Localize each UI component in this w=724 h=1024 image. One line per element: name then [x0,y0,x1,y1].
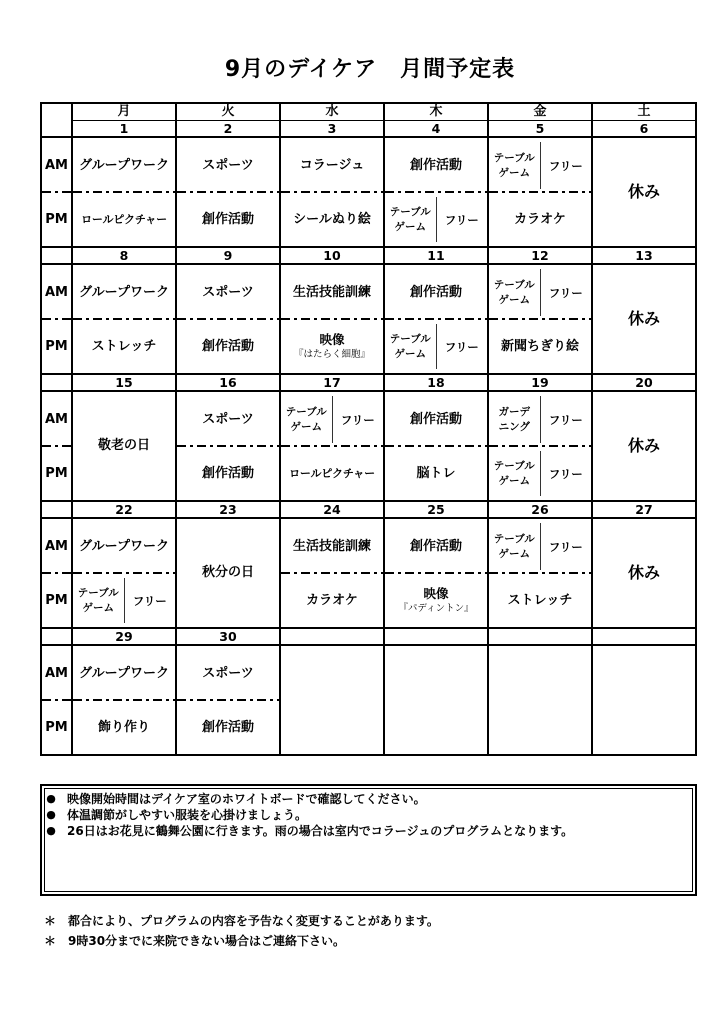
empty-cell [281,646,385,756]
activity-pm-cell: 脳トレ [385,447,489,502]
activity-pm-cell: 飾り作り [73,701,177,756]
split-right: フリー [548,158,583,173]
weekday-header-tue: 火 [177,104,281,121]
activity-am-cell [489,138,593,193]
split-right: フリー [444,212,479,227]
date-cell: 1 [73,121,177,138]
date-cell: 13 [593,248,697,265]
holiday-cell: 秋分の日 [177,519,281,629]
split-left-line: ゲーム [498,293,530,306]
split-left [489,451,541,496]
date-cell: 22 [73,502,177,519]
split-left-line: テーブル [493,459,535,472]
date-cell: 11 [385,248,489,265]
period-label-am: AM [42,265,73,320]
day-off-cell: 休み [593,138,697,248]
split-left-line: テーブル [493,151,535,164]
split-right: フリー [548,539,583,554]
corner-cell [42,104,73,138]
activity-am-cell: コラージュ [281,138,385,193]
activity-am-cell: 創作活動 [385,265,489,320]
period-label-am: AM [42,138,73,193]
day-off-cell: 休み [593,265,697,375]
date-cell: 18 [385,375,489,392]
activity-am-cell: 生活技能訓練 [281,265,385,320]
note-text: 26日はお花見に鶴舞公園に行きます。雨の場合は室内でコラージュのプログラムとなります。 [67,824,574,838]
label-date-cell [42,248,73,265]
activity-am-cell: スポーツ [177,646,281,701]
weekday-header-mon: 月 [73,104,177,121]
activity-am-cell: スポーツ [177,138,281,193]
note-text: 映像開始時間はデイケア室のホワイトボードで確認してください。 [67,792,426,806]
note-text: 体温調節がしやすい服装を心掛けましょう。 [67,808,308,822]
split-right: フリー [132,593,167,608]
split-left-line: ガーデ [498,405,530,418]
period-label-am: AM [42,392,73,447]
video-title: 映像 [423,586,449,601]
activity-am-cell: グループワーク [73,646,177,701]
activity-pm-cell [73,574,177,629]
date-cell: 17 [281,375,385,392]
label-date-cell [42,629,73,646]
split-right: フリー [548,466,583,481]
schedule-table [40,102,697,756]
period-label-am: AM [42,519,73,574]
split-activity [73,574,175,627]
split-activity [281,392,383,447]
empty-cell [385,646,489,756]
activity-am-cell [489,265,593,320]
period-label-pm: PM [42,320,73,375]
date-cell: 5 [489,121,593,138]
video-subtitle: 『パディントン』 [398,603,474,614]
date-cell: 29 [73,629,177,646]
split-left-line: ゲーム [394,220,426,233]
activity-pm-cell: カラオケ [281,574,385,629]
page-title: 9月のデイケア 月間予定表 [224,57,516,82]
split-left [281,396,333,443]
activity-pm-cell: ストレッチ [73,320,177,375]
weekday-header-wed: 水 [281,104,385,121]
date-cell: 26 [489,502,593,519]
split-left-line: ゲーム [498,474,530,487]
weekday-header-thu: 木 [385,104,489,121]
date-cell: 10 [281,248,385,265]
day-off-cell: 休み [593,392,697,502]
empty-cell [489,646,593,756]
activity-pm-cell: ロールピクチャー [73,193,177,248]
empty-cell [593,646,697,756]
activity-am-cell [281,392,385,447]
activity-pm-cell: シールぬり絵 [281,193,385,248]
split-left-line: ニング [498,420,530,433]
split-left [385,197,437,242]
split-left-line: テーブル [389,332,431,345]
footer-note [42,911,682,931]
activity-pm-cell [281,320,385,375]
date-cell: 4 [385,121,489,138]
date-cell: 24 [281,502,385,519]
date-cell: 20 [593,375,697,392]
activity-am-cell: グループワーク [73,265,177,320]
date-cell: 23 [177,502,281,519]
bullet-icon: ● [46,824,56,837]
asterisk-icon: ＊ [43,914,56,928]
activity-am-cell: スポーツ [177,265,281,320]
activity-pm-cell [385,574,489,629]
split-right: フリー [340,412,375,427]
activity-am-cell: グループワーク [73,519,177,574]
date-cell: 15 [73,375,177,392]
notes-box [40,784,697,896]
activity-pm-cell [385,193,489,248]
activity-am-cell [489,519,593,574]
date-cell: 2 [177,121,281,138]
split-left-line: ゲーム [498,166,530,179]
date-cell: 3 [281,121,385,138]
period-label-pm: PM [42,447,73,502]
split-activity [489,519,591,574]
note-item [44,823,695,839]
split-left-line: テーブル [77,586,119,599]
label-date-cell [42,375,73,392]
footer-notes [42,911,682,951]
split-left [385,324,437,369]
date-cell: 16 [177,375,281,392]
footer-note-text: 9時30分までに来院できない場合はご連絡下さい。 [68,934,346,948]
activity-am-cell: 生活技能訓練 [281,519,385,574]
date-cell: 6 [593,121,697,138]
split-left-line: テーブル [389,205,431,218]
footer-note-text: 都合により、プログラムの内容を予告なく変更することがあります。 [68,914,439,928]
label-date-cell [42,502,73,519]
activity-pm-cell [385,320,489,375]
activity-am-cell [489,392,593,447]
date-cell: 19 [489,375,593,392]
activity-am-cell: 創作活動 [385,392,489,447]
activity-pm-cell: 創作活動 [177,193,281,248]
split-left-line: ゲーム [498,547,530,560]
split-right: フリー [548,412,583,427]
activity-pm-cell: 創作活動 [177,320,281,375]
period-label-pm: PM [42,193,73,248]
split-left [489,396,541,443]
split-left [489,523,541,570]
empty-date-cell [281,629,385,646]
date-cell: 25 [385,502,489,519]
activity-pm-cell: カラオケ [489,193,593,248]
split-activity [489,265,591,320]
period-label-am: AM [42,646,73,701]
date-cell: 9 [177,248,281,265]
empty-date-cell [385,629,489,646]
empty-date-cell [593,629,697,646]
split-right: フリー [444,339,479,354]
activity-pm-cell: 創作活動 [177,447,281,502]
activity-pm-cell [489,447,593,502]
date-cell: 8 [73,248,177,265]
split-left-line: ゲーム [290,420,322,433]
activity-am-cell: スポーツ [177,392,281,447]
split-left-line: テーブル [493,532,535,545]
bullet-icon: ● [46,808,56,821]
split-activity [489,138,591,193]
empty-date-cell [489,629,593,646]
activity-pm-cell: 創作活動 [177,701,281,756]
period-label-pm: PM [42,701,73,756]
split-left [489,269,541,316]
date-cell: 30 [177,629,281,646]
split-left-line: テーブル [493,278,535,291]
note-item [44,807,695,823]
split-left-line: ゲーム [82,601,114,614]
activity-pm-cell: ストレッチ [489,574,593,629]
bullet-icon: ● [46,792,56,805]
footer-note [42,931,682,951]
period-label-pm: PM [42,574,73,629]
weekday-header-fri: 金 [489,104,593,121]
split-activity [489,392,591,447]
split-left-line: テーブル [285,405,327,418]
activity-am-cell: 創作活動 [385,519,489,574]
split-right: フリー [548,285,583,300]
split-left [73,578,125,623]
split-activity [489,447,591,500]
activity-am-cell: グループワーク [73,138,177,193]
asterisk-icon: ＊ [43,934,56,948]
split-activity [385,193,487,246]
split-left [489,142,541,189]
holiday-cell: 敬老の日 [73,392,177,502]
video-title: 映像 [319,332,345,347]
date-cell: 12 [489,248,593,265]
activity-pm-cell: 新聞ちぎり絵 [489,320,593,375]
activity-am-cell: 創作活動 [385,138,489,193]
day-off-cell: 休み [593,519,697,629]
activity-pm-cell: ロールピクチャー [281,447,385,502]
split-activity [385,320,487,373]
note-item [44,791,695,807]
split-left-line: ゲーム [394,347,426,360]
video-subtitle: 『はたらく細胞』 [293,349,370,360]
weekday-header-sat: 土 [593,104,697,121]
date-cell: 27 [593,502,697,519]
